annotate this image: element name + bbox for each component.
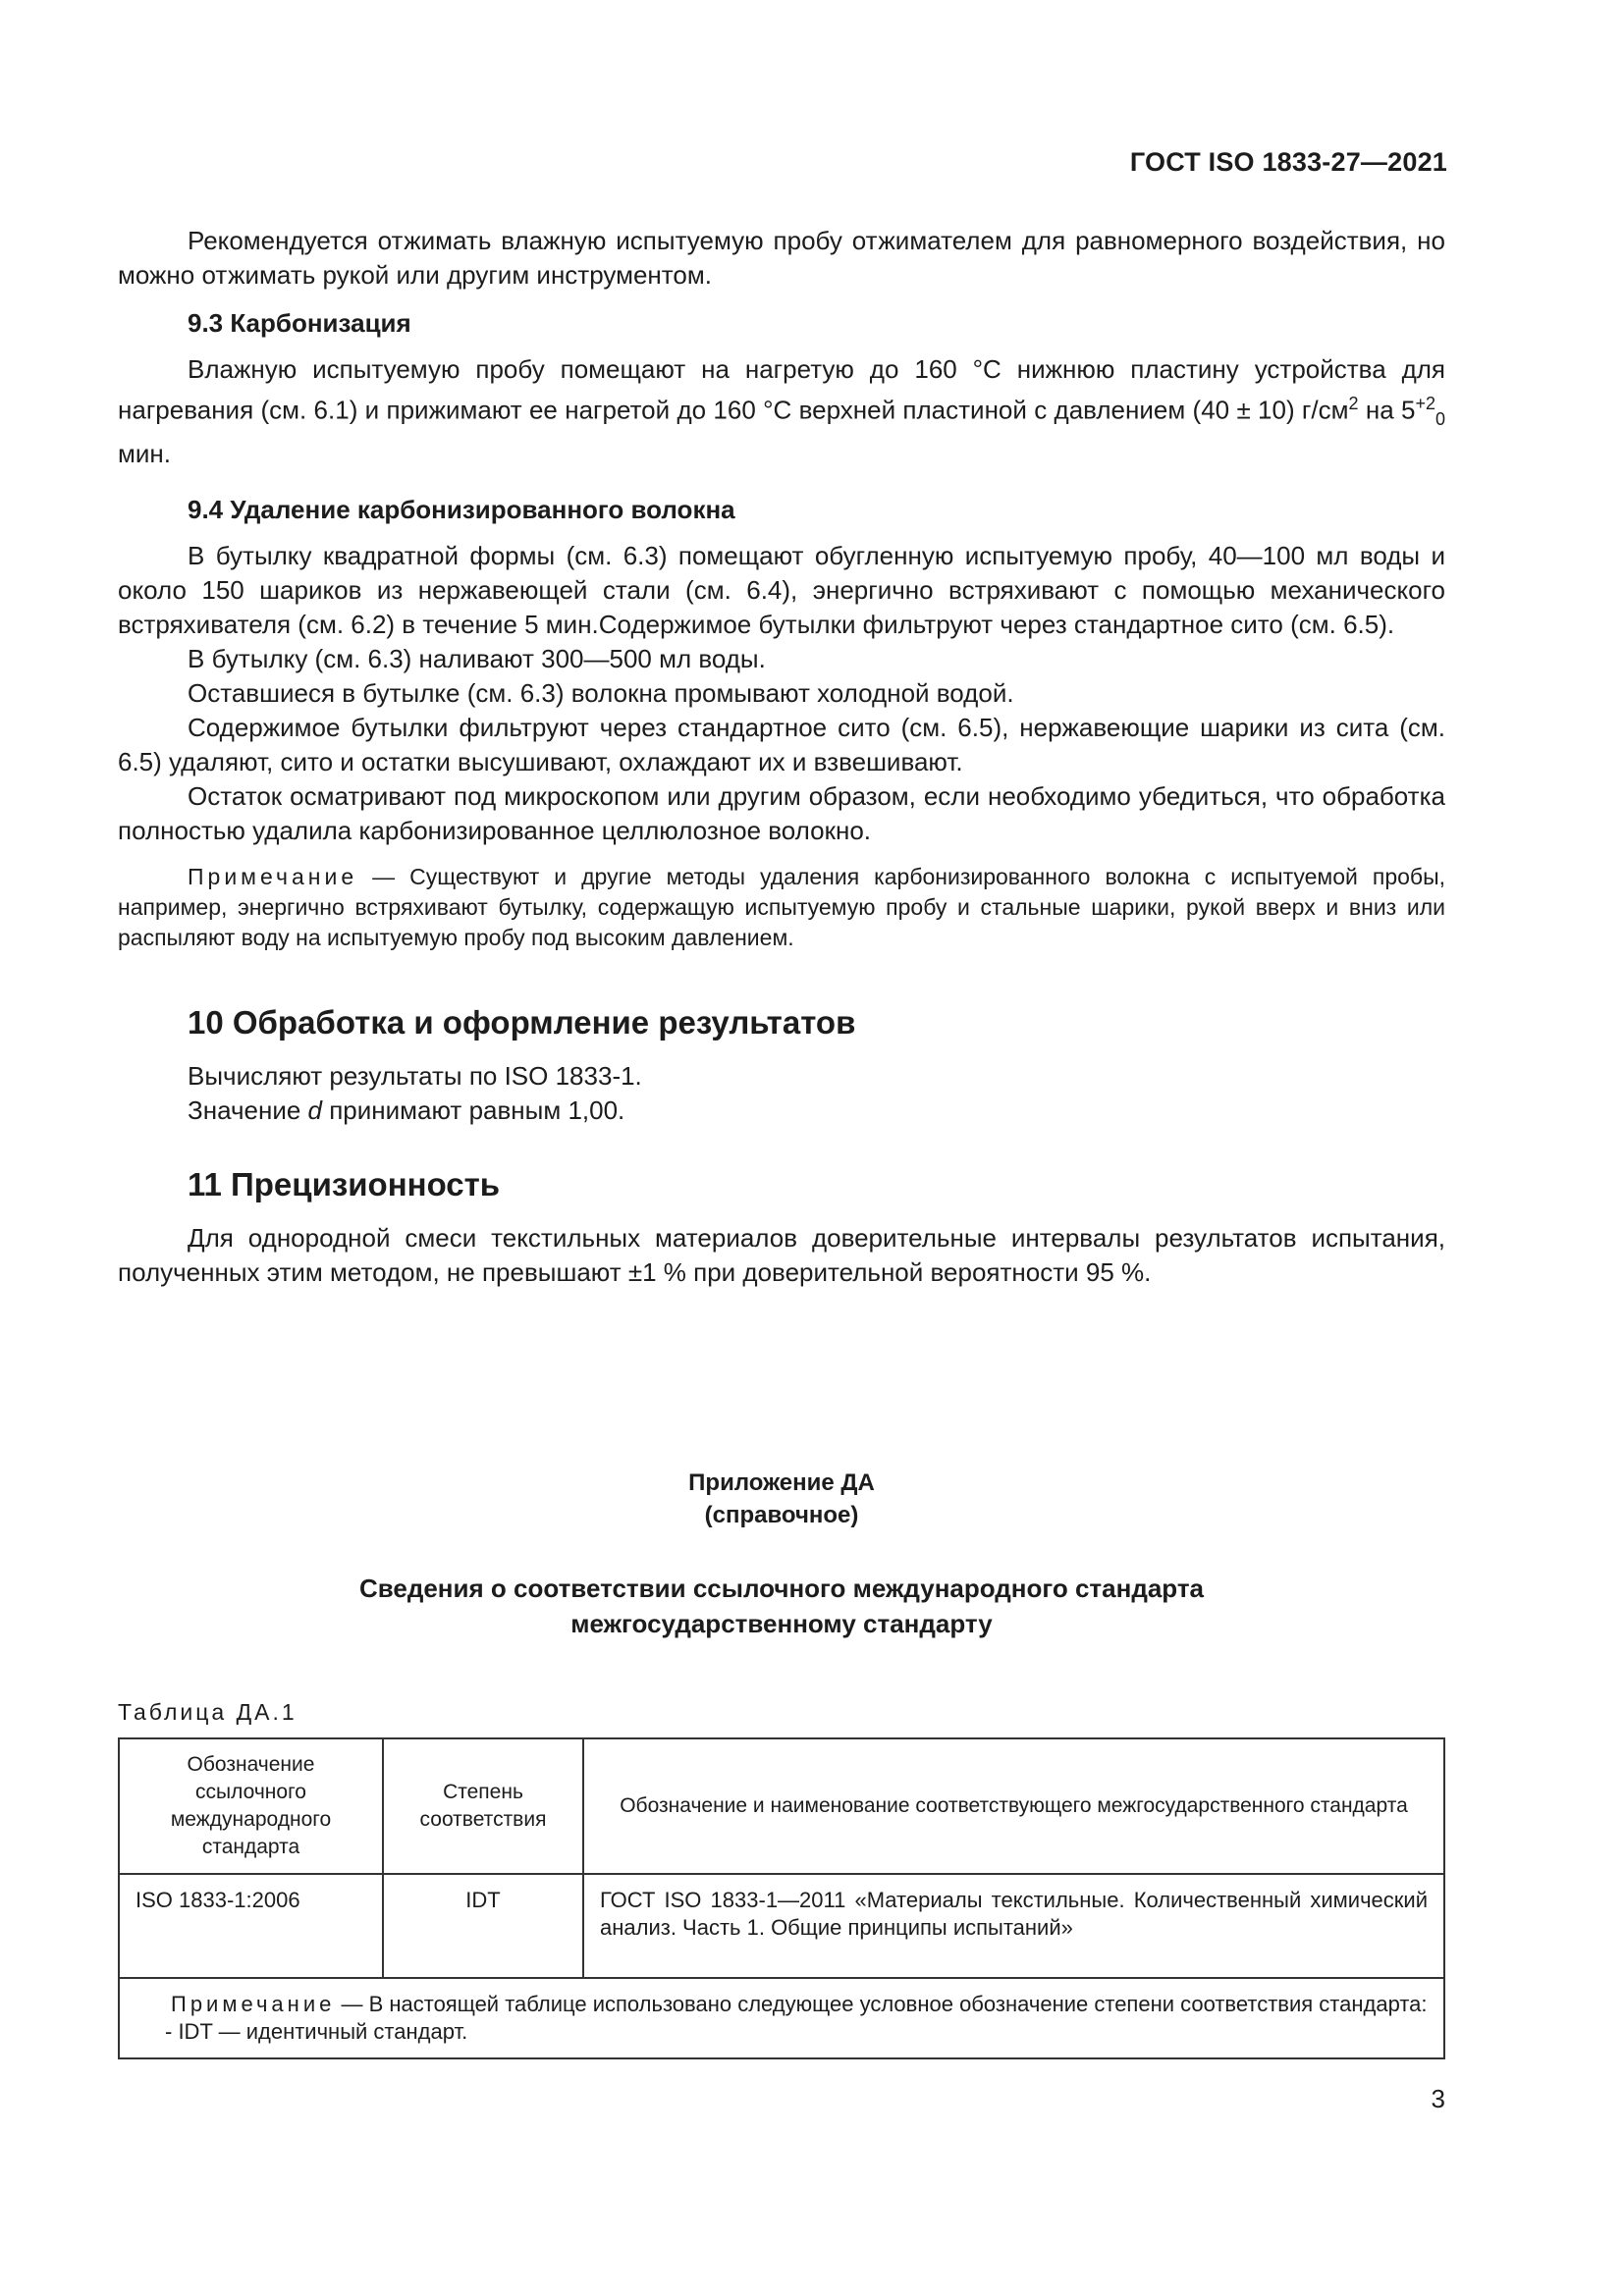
document-header: ГОСТ ISO 1833-27—2021 bbox=[1129, 147, 1447, 177]
table-row bbox=[119, 1874, 1444, 1978]
table-note bbox=[135, 1991, 1428, 2018]
table-note-label: Примечание bbox=[171, 1991, 336, 2016]
annex-kind: (справочное) bbox=[704, 1501, 859, 1528]
note-text: — Существуют и другие методы удаления карбонизированного волокна с испытуемой пробы, например, энергично встряхивают бутылку, содержащую испытуемую пробу и стальные шарики, рукой вверх и вниз или распыляют воду на испытуемую пробу под высоким давлением. bbox=[118, 863, 1445, 950]
section-10-line-2-end: принимают равным 1,00. bbox=[322, 1095, 625, 1125]
table-note-item: - IDT — идентичный стандарт. bbox=[165, 2018, 468, 2044]
page-content bbox=[118, 224, 1445, 2059]
table-note-row bbox=[119, 1978, 1444, 2058]
table-cell-degree: IDT bbox=[383, 1874, 583, 1978]
section-11-text: Для однородной смеси текстильных материалов доверительные интервалы результатов испытания, полученных этим методом, не превышают ±1 % при доверительной вероятности 95 %. bbox=[118, 1222, 1445, 1287]
table-header-row bbox=[119, 1738, 1444, 1874]
section-9-4-body bbox=[118, 539, 1445, 848]
table-cell-interstate-standard: ГОСТ ISO 1833-1—2011 «Материалы текстильные. Количественный химический анализ. Часть 1. Общие принципы испытаний» bbox=[583, 1874, 1444, 1978]
variable-d: d bbox=[307, 1095, 322, 1125]
section-10-line-2 bbox=[118, 1094, 1445, 1128]
section-10-line-1: Вычисляют результаты по ISO 1833-1. bbox=[188, 1060, 642, 1091]
note-label: Примечание bbox=[188, 863, 358, 889]
section-9-4-paragraph: Оставшиеся в бутылке (см. 6.3) волокна промывают холодной водой. bbox=[188, 677, 1014, 708]
correspondence-table bbox=[118, 1737, 1445, 2059]
table-header-cell: Обозначение и наименование соответствующего межгосударственного стандарта bbox=[583, 1738, 1444, 1874]
annex-title-line-2: межгосударственному стандарту bbox=[570, 1608, 993, 1638]
section-9-3-text-main: Влажную испытуемую пробу помещают на нагретую до 160 °С нижнюю пластину устройства для нагревания (см. 6.1) и прижимают ее нагретой до 160 °С верхней пластиной с давлением (40 ± 10) г/см bbox=[118, 354, 1445, 425]
section-9-4-paragraph: В бутылку квадратной формы (см. 6.3) помещают обугленную испытуемую пробу, 40—100 мл воды и около 150 шариков из нержавеющей стали (см. 6.4), энергично встряхивают с помощью механического встряхивателя (см. 6.2) в течение 5 мин.Содержимое бутылки фильтруют через стандартное сито (см. 6.5). bbox=[118, 540, 1445, 639]
table-cell-standard: ISO 1833-1:2006 bbox=[119, 1874, 383, 1978]
annex-title-line-1: Сведения о соответствии ссылочного международного стандарта bbox=[358, 1573, 1205, 1603]
superscript: 2 bbox=[1348, 394, 1359, 413]
section-11-heading: 11 Прецизионность bbox=[188, 1165, 501, 1202]
annex-label: Приложение ДА bbox=[688, 1468, 875, 1496]
section-10-line-2-start: Значение bbox=[188, 1095, 308, 1125]
page-number: 3 bbox=[1431, 2084, 1445, 2113]
section-9-3-text-time: на 5 bbox=[1365, 395, 1416, 425]
tolerance-superscript: +2 bbox=[1415, 394, 1435, 413]
table-header-cell: Обозначение ссылочного международного стандарта bbox=[119, 1738, 383, 1874]
table-note-cell bbox=[119, 1978, 1444, 2058]
section-10-heading: 10 Обработка и оформление результатов bbox=[188, 1003, 856, 1041]
section-9-4-paragraph: В бутылку (см. 6.3) наливают 300—500 мл воды. bbox=[188, 643, 766, 673]
section-9-4-paragraph: Остаток осматривают под микроскопом или другим образом, если необходимо убедиться, что обработка полностью удалила карбонизированное целлюлозное волокно. bbox=[118, 780, 1445, 845]
table-header-cell: Степень соответствия bbox=[383, 1738, 583, 1874]
section-9-3-heading: 9.3 Карбонизация bbox=[188, 308, 411, 338]
tolerance-subscript: 0 bbox=[1435, 408, 1446, 429]
section-9-4-heading: 9.4 Удаление карбонизированного волокна bbox=[188, 494, 735, 524]
intro-paragraph: Рекомендуется отжимать влажную испытуемую пробу отжимателем для равномерного воздействия, но можно отжимать рукой или другим инструментом. bbox=[118, 226, 1445, 290]
section-9-4-paragraph: Содержимое бутылки фильтруют через стандартное сито (см. 6.5), нержавеющие шарики из сита (см. 6.5) удаляют, сито и остатки высушивают, охлаждают их и взвешивают. bbox=[118, 712, 1445, 776]
section-9-3-text-end: мин. bbox=[118, 438, 171, 468]
table-note-text: — В настоящей таблице использовано следующее условное обозначение степени соответствия стандарта: bbox=[335, 1991, 1428, 2016]
section-9-3-text bbox=[118, 352, 1445, 471]
table-caption: Таблица ДА.1 bbox=[118, 1698, 298, 1725]
section-9-4-note bbox=[118, 862, 1445, 953]
